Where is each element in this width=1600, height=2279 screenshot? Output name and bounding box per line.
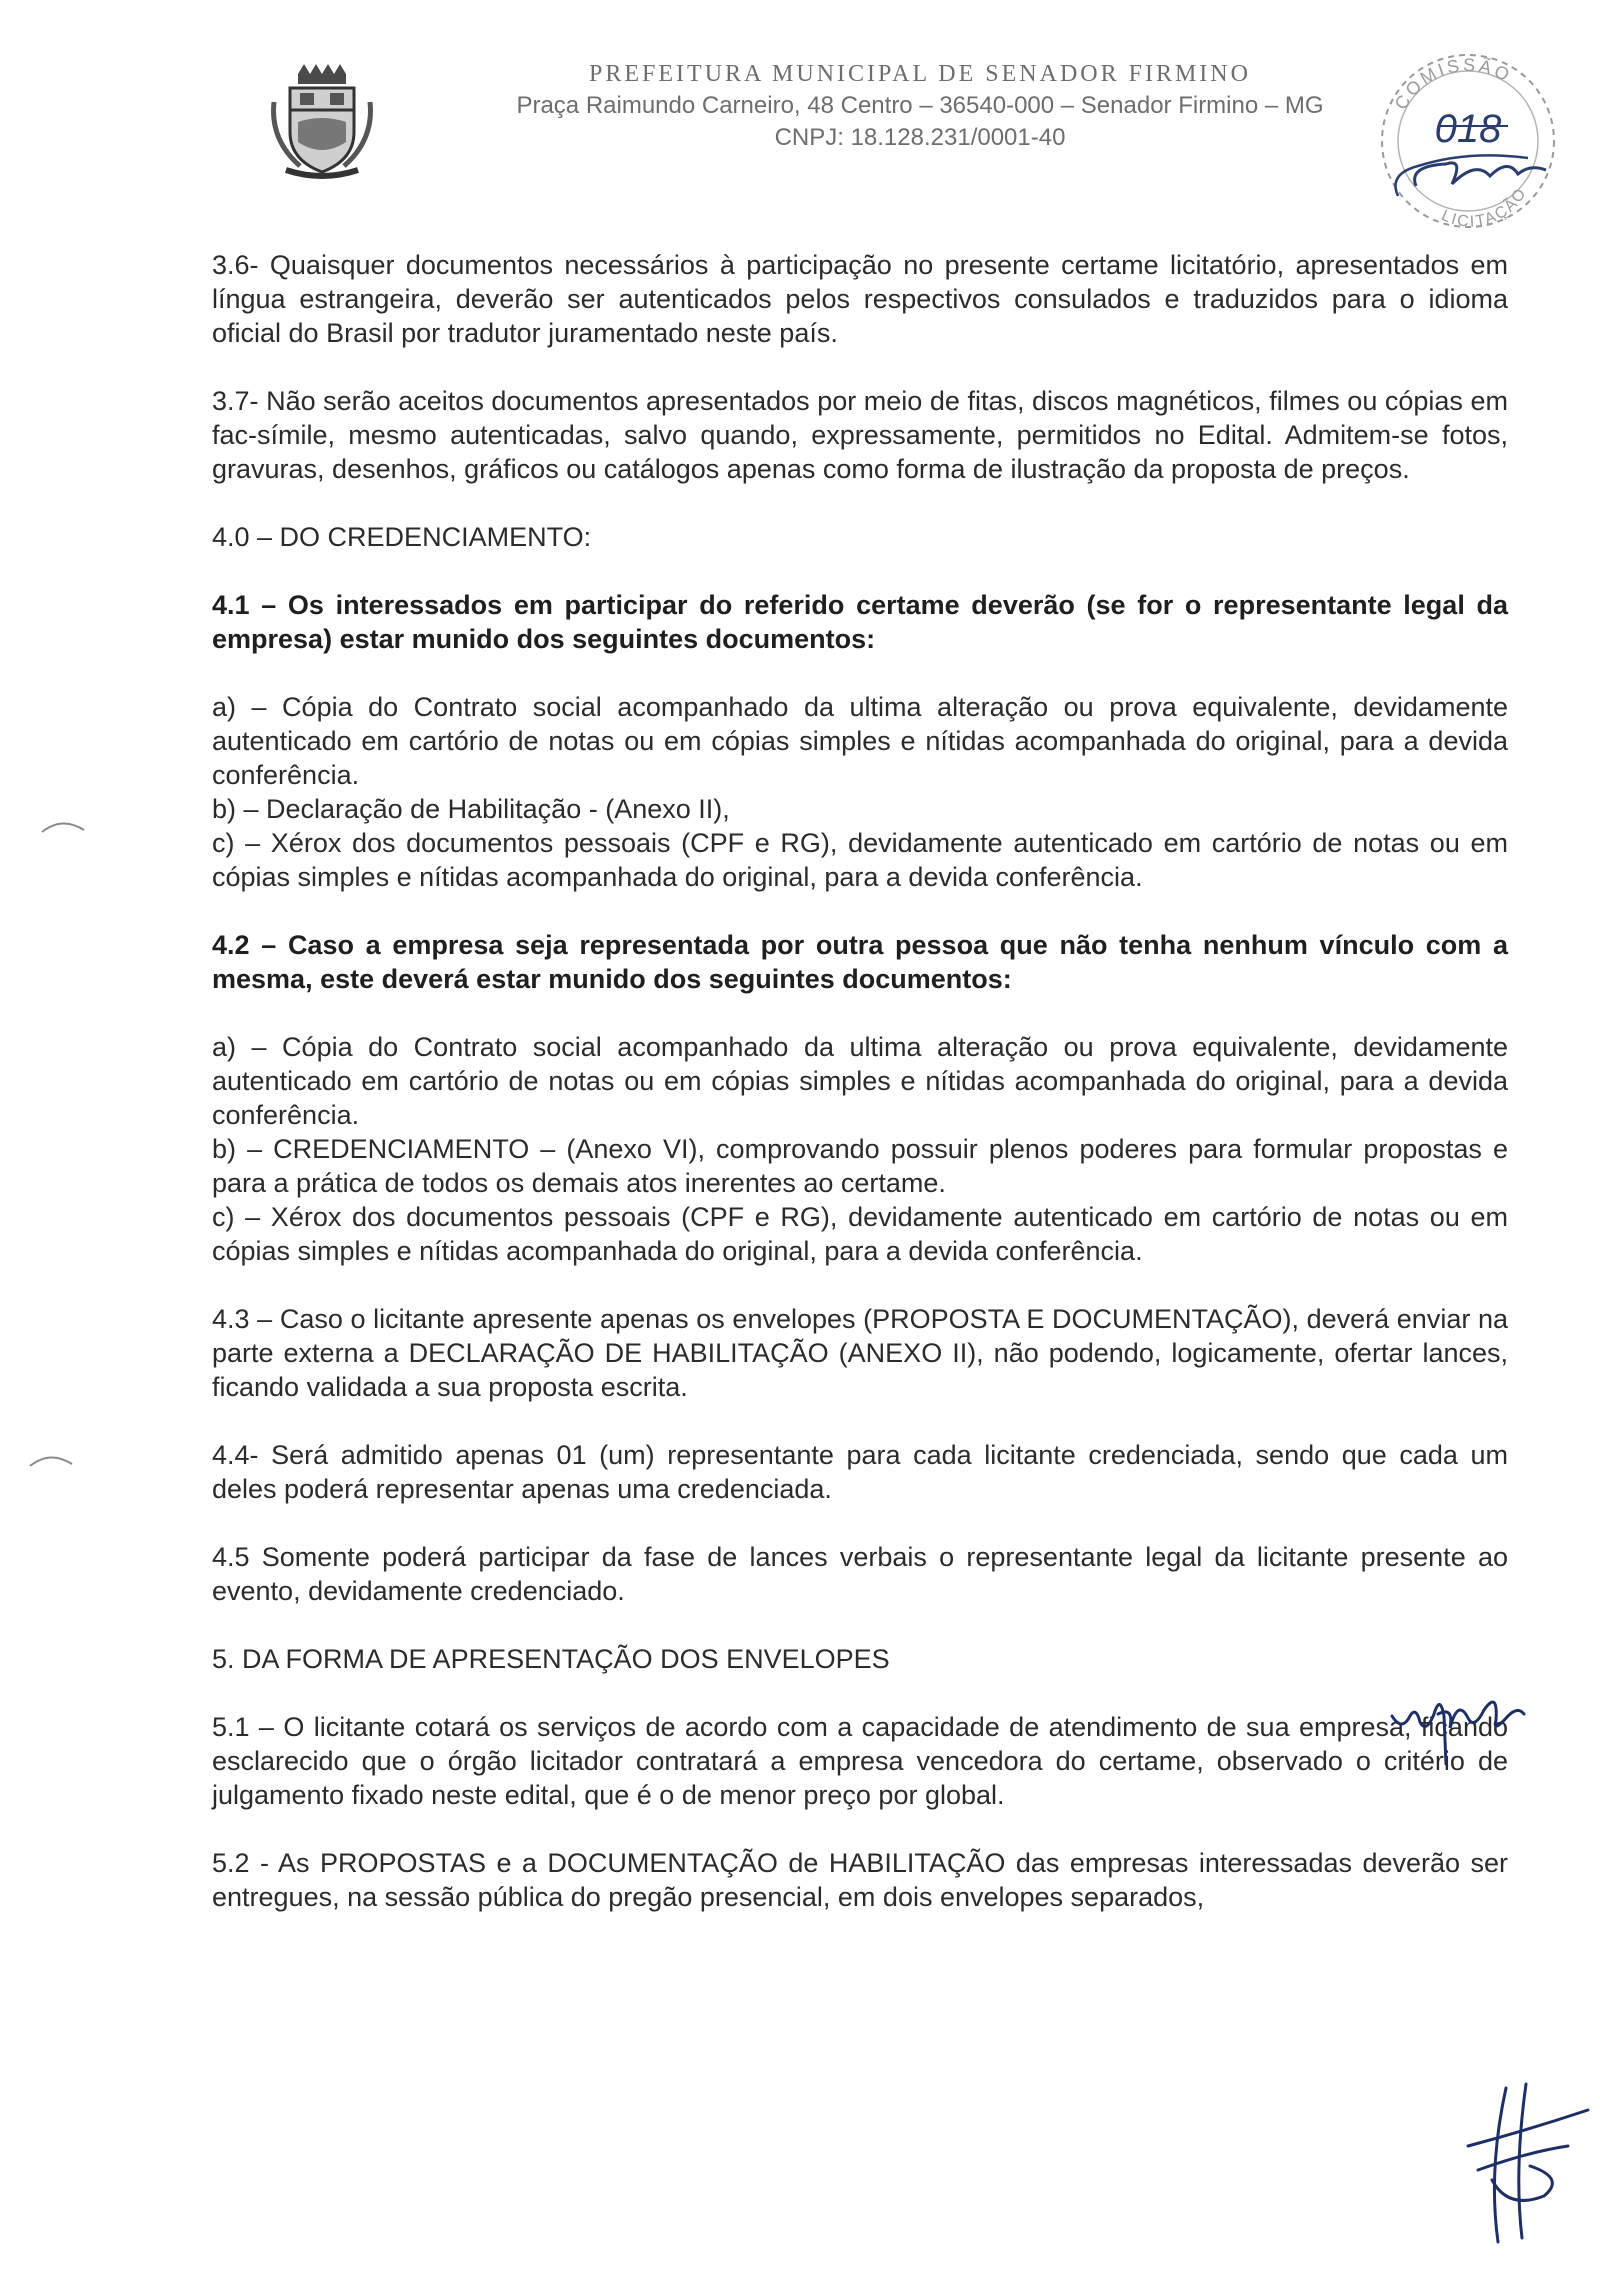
clause-5-1: 5.1 – O licitante cotará os serviços de acordo com a capacidade de atendimento de sua empresa, ficando esclarecido que o órgão licitador contratará a empresa vencedora do certame, observado o critério de julgamento fixado neste edital, que é o de menor preço por global.	[212, 1712, 1508, 1810]
clause-4-1: 4.1 – Os interessados em participar do referido certame deverão (se for o representante legal da empresa) estar munido dos seguintes documentos:	[212, 590, 1508, 654]
margin-scan-mark	[40, 818, 86, 836]
handwritten-rubric	[1388, 1676, 1528, 1766]
clause-5-2: 5.2 - As PROPOSTAS e a DOCUMENTAÇÃO de HABILITAÇÃO das empresas interessadas deverão ser entregues, na sessão pública do pregão presencial, em dois envelopes separados,	[212, 1848, 1508, 1912]
organization-address: Praça Raimundo Carneiro, 48 Centro – 36540-000 – Senador Firmino – MG	[516, 92, 1324, 119]
clause-3-6: 3.6- Quaisquer documentos necessários à participação no presente certame licitatório, apresentados em língua estrangeira, deverão ser autenticados pelos respectivos consulados e traduzidos para o idioma oficial do Brasil por tradutor juramentado neste país.	[212, 250, 1508, 348]
clause-4-2-items	[212, 1030, 1508, 1268]
letterhead	[430, 58, 1410, 154]
clause-4-3: 4.3 – Caso o licitante apresente apenas os envelopes (PROPOSTA E DOCUMENTAÇÃO), deverá enviar na parte externa a DECLARAÇÃO DE HABILITAÇÃO (ANEXO II), não podendo, logicamente, ofertar lances, ficando validada a sua proposta escrita.	[212, 1304, 1508, 1402]
svg-text:LICITAÇÃO	[1439, 184, 1531, 230]
clause-4-4: 4.4- Será admitido apenas 01 (um) representante para cada licitante credenciada, sendo que cada um deles poderá representar apenas uma credenciada.	[212, 1440, 1508, 1504]
clause-4-2-a: a) – Cópia do Contrato social acompanhado da ultima alteração ou prova equivalente, devidamente autenticado em cartório de notas ou em cópias simples e nítidas acompanhada do original, para a devida conferência.	[212, 1032, 1508, 1130]
clause-4-1-items	[212, 690, 1508, 894]
stamp-page-number: 018	[1434, 107, 1502, 151]
section-heading-4: 4.0 – DO CREDENCIAMENTO:	[212, 522, 592, 552]
document-body	[212, 248, 1508, 1948]
organization-cnpj: CNPJ: 18.128.231/0001-40	[774, 124, 1066, 151]
stamp-bottom-text: LICITAÇÃO	[1438, 184, 1531, 231]
section-heading-5: 5. DA FORMA DE APRESENTAÇÃO DOS ENVELOPES	[212, 1644, 890, 1674]
clause-4-5: 4.5 Somente poderá participar da fase de lances verbais o representante legal da licitante presente ao evento, devidamente credenciado.	[212, 1542, 1508, 1606]
svg-text:COMISSÃO	[1391, 55, 1516, 113]
municipal-crest-icon	[268, 62, 376, 180]
clause-4-1-a: a) – Cópia do Contrato social acompanhado da ultima alteração ou prova equivalente, devidamente autenticado em cartório de notas ou em cópias simples e nítidas acompanhada do original, para a devida conferência.	[212, 692, 1508, 790]
clause-3-7: 3.7- Não serão aceitos documentos apresentados por meio de fitas, discos magnéticos, filmes ou cópias em fac-símile, mesmo autenticadas, salvo quando, expressamente, permitidos no Edital. Admitem-se fotos, gravuras, desenhos, gráficos ou catálogos apenas como forma de ilustração da proposta de preços.	[212, 386, 1508, 484]
margin-scan-mark	[28, 1452, 74, 1470]
organization-name: PREFEITURA MUNICIPAL DE SENADOR FIRMINO	[589, 61, 1251, 87]
handwritten-signature	[1448, 2080, 1598, 2250]
clause-4-1-b: b) – Declaração de Habilitação - (Anexo II),	[212, 794, 730, 824]
commission-stamp	[1368, 46, 1568, 236]
clause-4-2-b: b) – CREDENCIAMENTO – (Anexo VI), comprovando possuir plenos poderes para formular propostas e para a prática de todos os demais atos inerentes ao certame.	[212, 1134, 1508, 1198]
stamp-top-text: COMISSÃO	[1390, 54, 1516, 114]
clause-4-1-c: c) – Xérox dos documentos pessoais (CPF e RG), devidamente autenticado em cartório de notas ou em cópias simples e nítidas acompanhada do original, para a devida conferência.	[212, 828, 1508, 892]
clause-4-2: 4.2 – Caso a empresa seja representada por outra pessoa que não tenha nenhum vínculo com a mesma, este deverá estar munido dos seguintes documentos:	[212, 930, 1508, 994]
clause-4-2-c: c) – Xérox dos documentos pessoais (CPF e RG), devidamente autenticado em cartório de notas ou em cópias simples e nítidas acompanhada do original, para a devida conferência.	[212, 1202, 1508, 1266]
